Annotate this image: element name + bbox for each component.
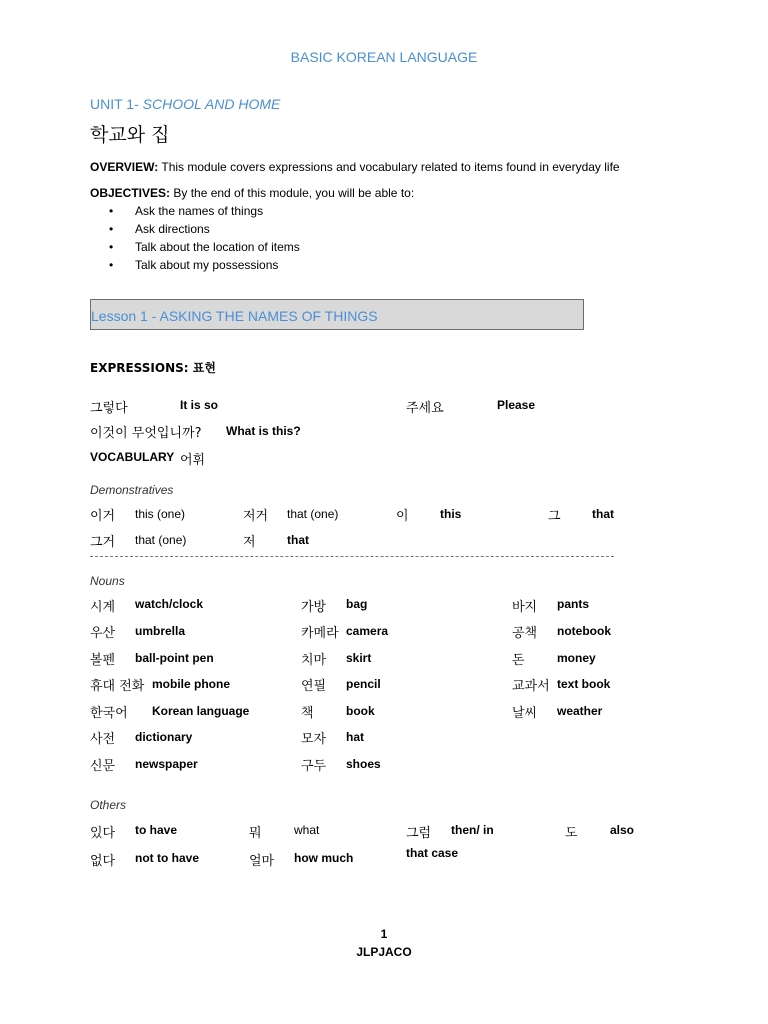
korean-unit-title: 학교와 집 (90, 124, 170, 146)
vocab-ko: 구두 (301, 759, 327, 774)
expression-ko: 그렇다 (90, 401, 128, 416)
lesson-title-box (90, 299, 584, 330)
vocab-en: dictionary (135, 730, 193, 744)
vocab-en: watch/clock (135, 597, 204, 611)
vocab-en: that (592, 507, 614, 521)
vocab-en: Korean language (152, 704, 250, 718)
vocabulary-heading: VOCABULARY (90, 450, 175, 464)
vocab-en: notebook (557, 624, 611, 638)
vocab-ko: 치마 (301, 653, 327, 668)
unit-heading (90, 96, 280, 112)
vocab-en: not to have (135, 851, 200, 865)
nouns-label: Nouns (90, 574, 125, 588)
vocab-en: pencil (346, 677, 381, 691)
vocab-en: skirt (346, 651, 372, 665)
expression-en: It is so (180, 398, 219, 412)
vocab-ko: 그 (548, 509, 561, 524)
vocab-en: that (one) (287, 507, 339, 521)
vocab-ko: 가방 (301, 600, 327, 615)
vocab-ko: 그럼 (406, 826, 432, 841)
vocab-ko: 볼펜 (90, 653, 116, 668)
objectives-list (90, 203, 300, 275)
vocab-en: shoes (346, 757, 381, 771)
vocab-en: this (440, 507, 462, 521)
vocab-en-continued: that case (406, 846, 459, 860)
expressions-heading: EXPRESSIONS: 표현 (90, 361, 216, 375)
vocab-ko: 도 (565, 826, 578, 841)
lesson-title: Lesson 1 - ASKING THE NAMES OF THINGS (91, 308, 378, 324)
vocab-ko: 저 (243, 535, 256, 550)
vocab-ko: 얼마 (249, 854, 275, 869)
section-divider (90, 556, 614, 557)
vocab-ko: 저거 (243, 509, 269, 524)
vocab-ko: 연필 (301, 679, 327, 694)
vocab-ko: 날씨 (512, 706, 538, 721)
overview-label: OVERVIEW: (90, 160, 159, 174)
list-item: • Ask directions (135, 221, 300, 239)
vocab-ko: 카메라 (301, 626, 339, 641)
vocab-en: book (346, 704, 375, 718)
unit-name: SCHOOL AND HOME (142, 96, 281, 112)
vocab-en: also (610, 823, 635, 837)
vocab-en: umbrella (135, 624, 186, 638)
vocab-ko: 시계 (90, 600, 116, 615)
vocab-ko: 책 (301, 706, 314, 721)
overview-text: This module covers expressions and vocabulary related to items found in everyday life (158, 160, 620, 174)
vocab-en: what (294, 823, 320, 837)
vocab-en: this (one) (135, 507, 186, 521)
overview (90, 160, 620, 174)
vocab-ko: 이 (396, 509, 409, 524)
page-number: 1 (380, 927, 388, 941)
footer-text: JLPJACO (356, 945, 412, 959)
vocab-ko: 교과서 (512, 679, 550, 694)
expression-ko: 이것이 무엇입니까? (90, 426, 202, 441)
vocab-ko: 바지 (512, 600, 538, 615)
vocab-ko: 한국어 (90, 706, 128, 721)
document-title: BASIC KOREAN LANGUAGE (290, 49, 478, 65)
vocab-ko: 이거 (90, 509, 116, 524)
vocab-ko: 있다 (90, 826, 116, 841)
vocab-en: newspaper (135, 757, 198, 771)
vocab-ko: 없다 (90, 854, 116, 869)
objectives (90, 186, 414, 200)
expression-en: Please (497, 398, 536, 412)
vocab-en: how much (294, 851, 354, 865)
vocab-ko: 그거 (90, 535, 116, 550)
vocab-en: mobile phone (152, 677, 230, 691)
vocab-en: that (287, 533, 309, 547)
vocab-en: hat (346, 730, 364, 744)
vocab-ko: 우산 (90, 626, 116, 641)
list-item: • Ask the names of things (135, 203, 300, 221)
vocab-en: ball-point pen (135, 651, 214, 665)
vocab-ko: 모자 (301, 732, 327, 747)
vocab-ko: 사전 (90, 732, 116, 747)
expression-en: What is this? (226, 424, 301, 438)
vocab-en: then/ in (451, 823, 494, 837)
objectives-label: OBJECTIVES: (90, 186, 171, 200)
vocab-ko: 신문 (90, 759, 116, 774)
vocab-en: pants (557, 597, 590, 611)
vocabulary-heading-ko: 어휘 (180, 453, 206, 468)
demonstratives-label: Demonstratives (90, 483, 174, 497)
vocab-en: weather (557, 704, 603, 718)
list-item: • Talk about my possessions (135, 257, 300, 275)
vocab-en: to have (135, 823, 178, 837)
vocab-en: text book (557, 677, 611, 691)
unit-prefix: UNIT 1- (90, 96, 143, 112)
vocab-en: camera (346, 624, 389, 638)
vocab-ko: 돈 (512, 653, 525, 668)
list-item: • Talk about the location of items (135, 239, 300, 257)
vocab-en: that (one) (135, 533, 187, 547)
others-label: Others (90, 798, 127, 812)
vocab-en: money (557, 651, 596, 665)
vocab-en: bag (346, 597, 368, 611)
vocab-ko: 공책 (512, 626, 538, 641)
vocab-ko: 휴대 전화 (90, 679, 145, 694)
objectives-text: By the end of this module, you will be able to: (170, 186, 415, 200)
expression-ko: 주세요 (406, 401, 444, 416)
vocab-ko: 뭐 (249, 826, 262, 841)
